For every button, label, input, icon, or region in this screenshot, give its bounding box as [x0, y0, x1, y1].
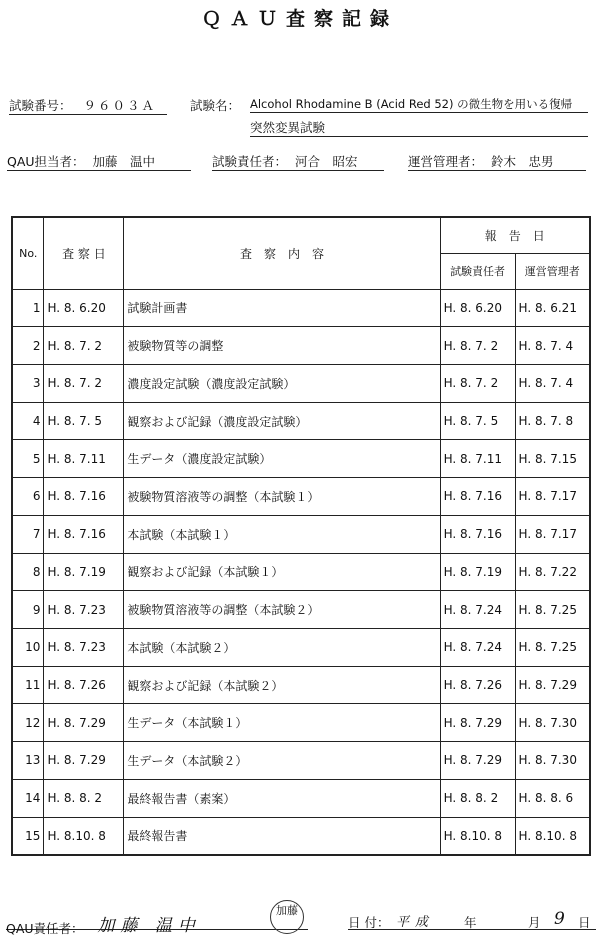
- row-inspection-content: 本試験（本試験２）: [124, 628, 440, 666]
- row-director-report-date: H. 8. 7.24: [440, 591, 515, 629]
- row-inspection-content: 被験物質溶液等の調整（本試験１）: [124, 478, 440, 516]
- row-inspection-date: H. 8. 7. 5: [44, 402, 124, 440]
- table-row: [12, 402, 590, 440]
- row-number: 12: [12, 704, 44, 742]
- row-manager-report-date: H. 8. 7.25: [515, 628, 590, 666]
- table-row: [12, 515, 590, 553]
- manager-label: 運営管理者：: [408, 154, 484, 169]
- row-inspection-content: 観察および記録（本試験１）: [124, 553, 440, 591]
- row-inspection-content: 観察および記録（本試験２）: [124, 666, 440, 704]
- seal-stamp: 加藤: [270, 900, 304, 934]
- row-director-report-date: H. 8. 7. 5: [440, 402, 515, 440]
- study-number-field: [9, 96, 167, 115]
- row-inspection-date: H. 8. 7. 2: [44, 364, 124, 402]
- row-manager-report-date: H. 8. 7.30: [515, 742, 590, 780]
- table-row: [12, 628, 590, 666]
- col-header-manager: 運営管理者: [515, 253, 590, 289]
- row-manager-report-date: H. 8. 7.17: [515, 515, 590, 553]
- table-row: [12, 440, 590, 478]
- row-inspection-date: H. 8. 7.16: [44, 478, 124, 516]
- row-manager-report-date: H. 8. 8. 6: [515, 779, 590, 817]
- row-number: 10: [12, 628, 44, 666]
- manager-value: 鈴木 忠男: [491, 154, 554, 169]
- row-director-report-date: H. 8. 7.16: [440, 515, 515, 553]
- row-inspection-content: 試験計画書: [124, 289, 440, 327]
- table-row: [12, 289, 590, 327]
- row-number: 13: [12, 742, 44, 780]
- row-inspection-date: H. 8. 7.19: [44, 553, 124, 591]
- row-number: 6: [12, 478, 44, 516]
- row-manager-report-date: H. 8. 7. 4: [515, 364, 590, 402]
- row-number: 1: [12, 289, 44, 327]
- study-director-field: [212, 152, 384, 171]
- row-manager-report-date: H. 8. 7. 4: [515, 327, 590, 365]
- study-name-line2: 突然変異試験: [250, 118, 588, 137]
- row-manager-report-date: H. 8. 7.25: [515, 591, 590, 629]
- row-inspection-content: 濃度設定試験（濃度設定試験）: [124, 364, 440, 402]
- row-director-report-date: H. 8. 8. 2: [440, 779, 515, 817]
- table-row: [12, 591, 590, 629]
- row-inspection-content: 被験物質等の調整: [124, 327, 440, 365]
- inspection-table: [11, 216, 591, 856]
- table-row: [12, 742, 590, 780]
- qau-person-field: [7, 152, 191, 171]
- qau-chief-signature: 加藤 温中: [97, 916, 201, 936]
- row-inspection-date: H. 8. 6.20: [44, 289, 124, 327]
- page-title: ＱＡＵ査察記録: [201, 8, 398, 30]
- row-number: 14: [12, 779, 44, 817]
- row-number: 8: [12, 553, 44, 591]
- col-header-content: 査 察 内 容: [124, 217, 440, 289]
- row-director-report-date: H. 8. 7.26: [440, 666, 515, 704]
- row-inspection-date: H. 8. 7.23: [44, 628, 124, 666]
- study-director-label: 試験責任者：: [212, 154, 288, 169]
- row-manager-report-date: H. 8. 7.22: [515, 553, 590, 591]
- row-manager-report-date: H. 8. 7.30: [515, 704, 590, 742]
- row-inspection-date: H. 8. 7.29: [44, 742, 124, 780]
- row-number: 9: [12, 591, 44, 629]
- row-inspection-date: H. 8.10. 8: [44, 817, 124, 855]
- table-row: [12, 817, 590, 855]
- row-number: 11: [12, 666, 44, 704]
- row-manager-report-date: H. 8. 6.21: [515, 289, 590, 327]
- table-row: [12, 327, 590, 365]
- row-number: 7: [12, 515, 44, 553]
- col-header-date: 査 察 日: [44, 217, 124, 289]
- table-row: [12, 666, 590, 704]
- row-inspection-date: H. 8. 8. 2: [44, 779, 124, 817]
- row-inspection-content: 生データ（濃度設定試験）: [124, 440, 440, 478]
- row-manager-report-date: H. 8. 7.29: [515, 666, 590, 704]
- row-director-report-date: H. 8. 7.29: [440, 704, 515, 742]
- row-number: 3: [12, 364, 44, 402]
- row-inspection-date: H. 8. 7. 2: [44, 327, 124, 365]
- study-name-line1: Alcohol Rhodamine B (Acid Red 52) の微生物を用いる復帰: [250, 96, 588, 113]
- row-number: 5: [12, 440, 44, 478]
- date-label: 日 付：: [348, 915, 390, 930]
- row-director-report-date: H. 8. 7.16: [440, 478, 515, 516]
- qau-chief-field: [6, 907, 308, 936]
- row-inspection-content: 観察および記録（濃度設定試験）: [124, 402, 440, 440]
- row-director-report-date: H. 8. 7.11: [440, 440, 515, 478]
- date-era: 平成: [396, 915, 435, 930]
- row-number: 4: [12, 402, 44, 440]
- study-name-label: 試験名：: [190, 98, 241, 113]
- date-field: [348, 907, 596, 930]
- col-header-no: No.: [12, 217, 44, 289]
- row-director-report-date: H. 8. 7.19: [440, 553, 515, 591]
- qau-person-value: 加藤 温中: [92, 154, 156, 169]
- qau-chief-label: QAU責任者：: [6, 921, 84, 936]
- row-manager-report-date: H. 8.10. 8: [515, 817, 590, 855]
- date-day-char: 日: [578, 915, 591, 930]
- row-inspection-content: 生データ（本試験１）: [124, 704, 440, 742]
- row-director-report-date: H. 8. 6.20: [440, 289, 515, 327]
- row-inspection-content: 生データ（本試験２）: [124, 742, 440, 780]
- row-manager-report-date: H. 8. 7.17: [515, 478, 590, 516]
- row-number: 2: [12, 327, 44, 365]
- manager-field: [408, 152, 586, 171]
- row-inspection-content: 被験物質溶液等の調整（本試験２）: [124, 591, 440, 629]
- date-year-char: 年: [464, 915, 477, 930]
- col-header-director: 試験責任者: [440, 253, 515, 289]
- table-row: [12, 364, 590, 402]
- row-inspection-date: H. 8. 7.26: [44, 666, 124, 704]
- row-director-report-date: H. 8. 7.24: [440, 628, 515, 666]
- inspection-rows: [12, 289, 590, 855]
- row-inspection-content: 最終報告書（素案）: [124, 779, 440, 817]
- row-number: 15: [12, 817, 44, 855]
- study-number-value: ９６０３Ａ: [83, 98, 157, 113]
- study-director-value: 河合 昭宏: [295, 154, 358, 169]
- date-day-value: 9: [554, 909, 571, 929]
- row-director-report-date: H. 8. 7. 2: [440, 364, 515, 402]
- col-header-report: 報 告 日: [440, 217, 590, 253]
- row-director-report-date: H. 8.10. 8: [440, 817, 515, 855]
- table-row: [12, 478, 590, 516]
- row-inspection-date: H. 8. 7.29: [44, 704, 124, 742]
- table-row: [12, 704, 590, 742]
- row-director-report-date: H. 8. 7.29: [440, 742, 515, 780]
- row-inspection-content: 最終報告書: [124, 817, 440, 855]
- row-manager-report-date: H. 8. 7. 8: [515, 402, 590, 440]
- table-row: [12, 553, 590, 591]
- row-inspection-date: H. 8. 7.11: [44, 440, 124, 478]
- study-number-label: 試験番号：: [9, 98, 72, 113]
- row-manager-report-date: H. 8. 7.15: [515, 440, 590, 478]
- table-row: [12, 779, 590, 817]
- date-month-char: 月: [528, 915, 541, 930]
- row-inspection-date: H. 8. 7.16: [44, 515, 124, 553]
- row-inspection-date: H. 8. 7.23: [44, 591, 124, 629]
- row-inspection-content: 本試験（本試験１）: [124, 515, 440, 553]
- row-director-report-date: H. 8. 7. 2: [440, 327, 515, 365]
- qau-person-label: QAU担当者：: [7, 154, 85, 169]
